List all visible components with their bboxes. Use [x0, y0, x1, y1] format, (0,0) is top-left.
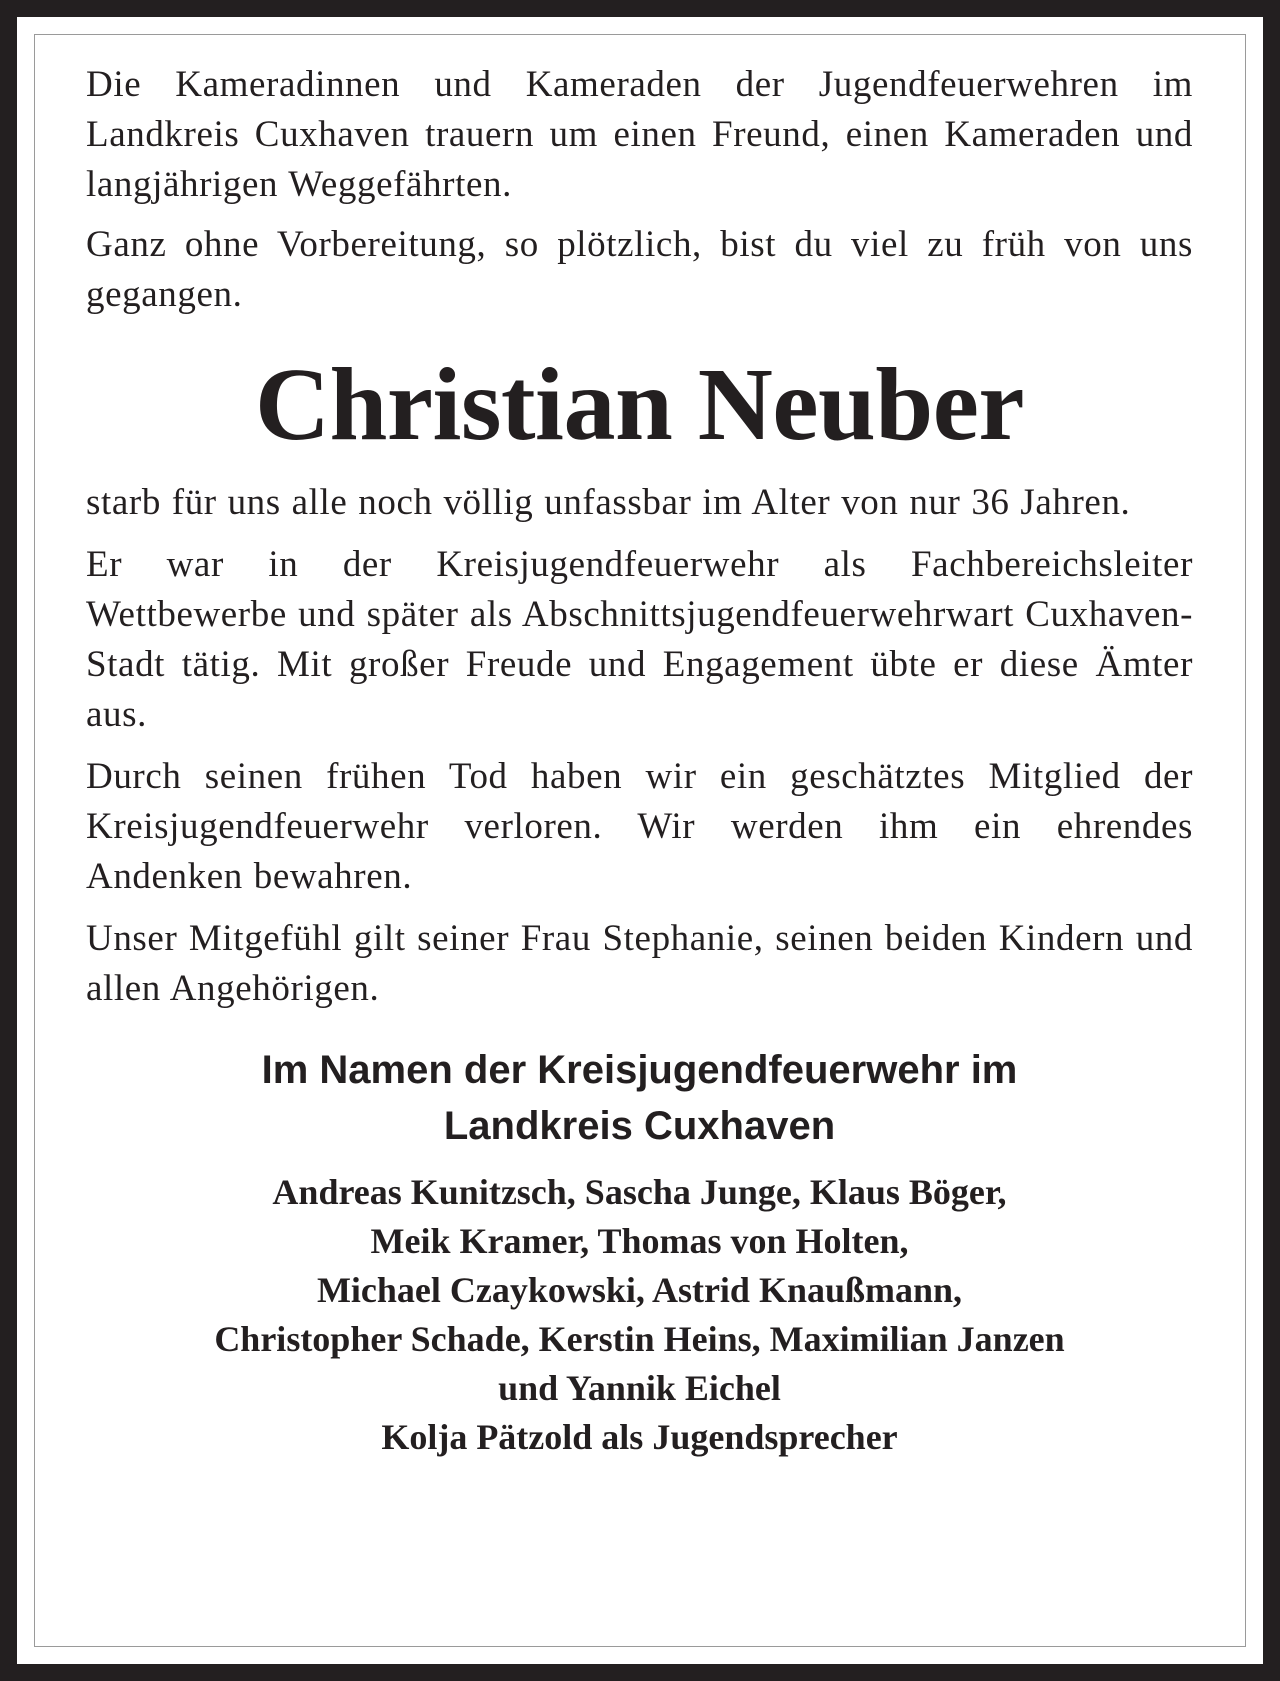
body-paragraph-1: starb für uns alle noch völlig unfassbar im Alter von nur 36 Jahren.: [86, 482, 1131, 523]
deceased-name: Christian Neuber: [254, 347, 1025, 462]
signer-line: Andreas Kunitzsch, Sascha Junge, Klaus Böger,: [272, 1172, 1007, 1212]
signer-line: und Yannik Eichel: [498, 1368, 781, 1408]
body-paragraph-2: Er war in der Kreisjugendfeuerwehr als Fachbereichsleiter Wettbewerbe und später als Abschnittsjugendfeuerwehrwart Cuxhaven-Stadt tätig. Mit großer Freude und Engagement übte er diese Ämter aus.: [86, 544, 1193, 735]
obituary-content: [86, 60, 1193, 1462]
signer-line: Michael Czaykowski, Astrid Knaußmann,: [316, 1270, 963, 1310]
signers-list: [86, 1168, 1193, 1462]
body-paragraph-4: Unser Mitgefühl gilt seiner Frau Stephanie, seinen beiden Kindern und allen Angehörigen.: [86, 918, 1193, 1009]
body-paragraph-3: Durch seinen frühen Tod haben wir ein geschätztes Mitglied der Kreisjugendfeuerwehr verloren. Wir werden ihm ein ehrendes Andenken bewahren.: [86, 756, 1193, 897]
intro-paragraph-2: Ganz ohne Vorbereitung, so plötzlich, bist du viel zu früh von uns gegangen.: [86, 224, 1193, 315]
signer-line: Kolja Pätzold als Jugendsprecher: [381, 1417, 898, 1457]
intro-paragraph-1: Die Kameradinnen und Kameraden der Jugendfeuerwehren im Landkreis Cuxhaven trauern um einen Freund, einen Kameraden und langjährigen Weggefährten.: [86, 64, 1193, 205]
signer-line: Meik Kramer, Thomas von Holten,: [370, 1221, 909, 1261]
signer-line: Christopher Schade, Kerstin Heins, Maximilian Janzen: [214, 1319, 1065, 1359]
signature-heading-line-2: Landkreis Cuxhaven: [443, 1104, 836, 1148]
signature-heading: [86, 1042, 1193, 1154]
signature-heading-line-1: Im Namen der Kreisjugendfeuerwehr im: [261, 1048, 1018, 1092]
